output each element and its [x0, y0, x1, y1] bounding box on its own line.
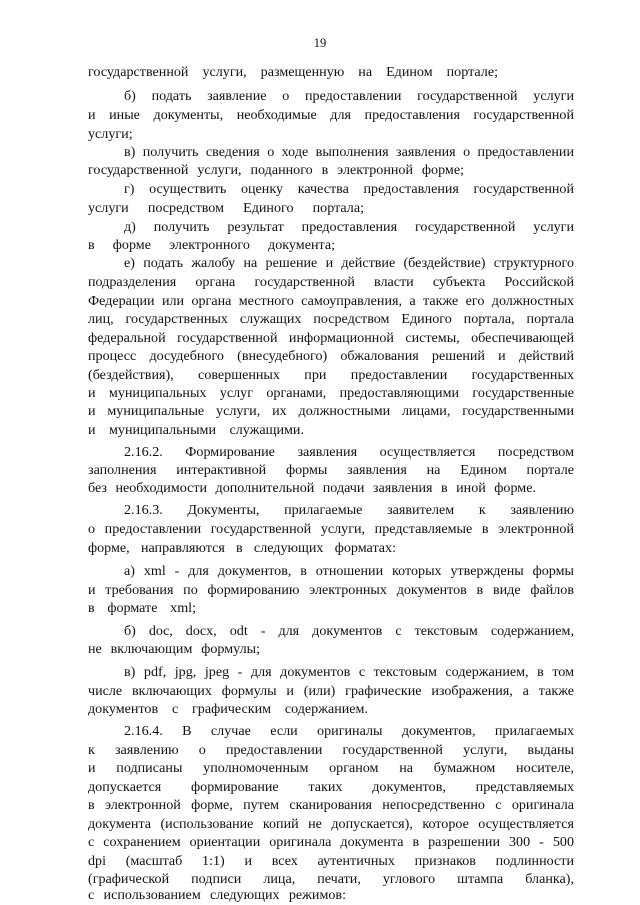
text-line: б) doc, docx, odt - для документов с текстовым содержанием,	[124, 623, 574, 639]
text-line: документов с графическим содержанием.	[88, 701, 368, 717]
text-line: услуги;	[88, 126, 133, 142]
text-line: в формате xml;	[88, 600, 196, 616]
page-number: 19	[313, 36, 327, 50]
text-line: к заявлению о предоставлении государственной услуги, выданы	[88, 742, 574, 758]
text-line: 2.16.2. Формирование заявления осуществляется посредством	[124, 444, 574, 460]
text-line: не включающим формулы;	[88, 641, 260, 657]
text-line: и иные документы, необходимые для предоставления государственной	[88, 107, 574, 123]
text-line: процесс досудебного (внесудебного) обжалования решений и действий	[88, 348, 574, 364]
text-line: и муниципальные услуги, их должностными лицами, государственными	[88, 403, 574, 419]
text-line: (графической подписи лица, печати, углового штампа бланка),	[88, 871, 574, 887]
text-line: в) получить сведения о ходе выполнения заявления о предоставлении	[124, 144, 574, 160]
text-line: д) получить результат предоставления государственной услуги	[124, 219, 574, 235]
text-line: подразделения органа государственной власти субъекта Российской	[88, 274, 574, 290]
text-line: в форме электронного документа;	[88, 237, 335, 253]
text-line: услуги посредством Единого портала;	[88, 200, 364, 216]
text-line: и муниципальными служащими.	[88, 422, 304, 438]
text-line: и подписаны уполномоченным органом на бумажном носителе,	[88, 760, 574, 776]
text-line: без необходимости дополнительной подачи заявления в иной форме.	[88, 480, 536, 496]
text-line: 2.16.3. Документы, прилагаемые заявителем к заявлению	[124, 502, 574, 518]
text-line: а) xml - для документов, в отношении которых утверждены формы	[124, 563, 574, 579]
text-line: и муниципальных услуг органами, предоставляющими государственные	[88, 385, 574, 401]
text-line: е) подать жалобу на решение и действие (бездействие) структурного	[124, 255, 574, 271]
text-line: б) подать заявление о предоставлении государственной услуги	[124, 88, 574, 104]
text-line: лиц, государственных служащих посредством Единого портала, портала	[88, 311, 574, 327]
text-line: г) осуществить оценку качества предоставления государственной	[124, 181, 574, 197]
text-line: с использованием следующих режимов:	[88, 887, 346, 903]
text-line: о предоставлении государственной услуги, представляемые в электронной	[88, 521, 574, 537]
text-line: в электронной форме, путем сканирования непосредственно с оригинала	[88, 797, 574, 813]
text-line: с сохранением ориентации оригинала документа в разрешении 300 - 500	[88, 834, 574, 850]
text-line: заполнения интерактивной формы заявления на Едином портале	[88, 462, 574, 478]
text-line: и требования по формированию электронных документов в виде файлов	[88, 582, 574, 598]
text-line: документа (использование копий не допускается), которое осуществляется	[88, 816, 574, 832]
text-line: в) pdf, jpg, jpeg - для документов с текстовым содержанием, в том	[124, 664, 574, 680]
text-line: числе включающих формулы и (или) графические изображения, а также	[88, 683, 574, 699]
text-line: государственной услуги, размещенную на Едином портале;	[88, 64, 498, 80]
text-line: федеральной государственной информационной системы, обеспечивающей	[88, 330, 574, 346]
text-line: 2.16.4. В случае если оригиналы документов, прилагаемых	[124, 723, 574, 739]
text-line: форме, направляются в следующих форматах:	[88, 540, 396, 556]
text-line: государственной услуги, поданного в электронной форме;	[88, 162, 464, 178]
text-line: dpi (масштаб 1:1) и всех аутентичных признаков подлинности	[88, 853, 574, 869]
text-line: Федерации или органа местного самоуправления, а также его должностных	[88, 293, 574, 309]
text-line: допускается формирование таких документов, представляемых	[88, 779, 574, 795]
text-line: (бездействия), совершенных при предоставлении государственных	[88, 367, 574, 383]
